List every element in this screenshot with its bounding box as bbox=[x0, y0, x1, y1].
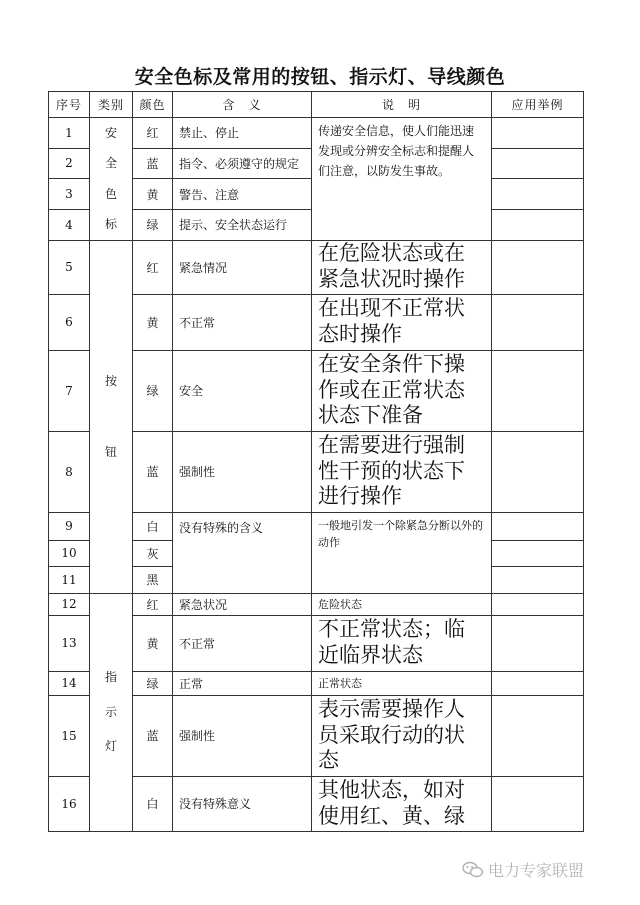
row-meaning: 没有特殊意义 bbox=[173, 776, 312, 831]
header-row bbox=[49, 92, 584, 118]
row-meaning: 不正常 bbox=[173, 294, 312, 350]
row-example bbox=[492, 294, 584, 350]
row-description: 危险状态 bbox=[312, 593, 492, 615]
row-no: 14 bbox=[49, 671, 90, 695]
row-color: 蓝 bbox=[133, 148, 173, 179]
row-no: 6 bbox=[49, 294, 90, 350]
row-color: 黄 bbox=[133, 615, 173, 671]
row-example bbox=[492, 240, 584, 294]
row-description: 不正常状态；临近临界状态 bbox=[312, 615, 492, 671]
row-color: 黄 bbox=[133, 294, 173, 350]
row-color: 绿 bbox=[133, 209, 173, 240]
row-example bbox=[492, 431, 584, 512]
row-meaning: 警告、注意 bbox=[173, 179, 312, 210]
row-no: 15 bbox=[49, 695, 90, 776]
header-no: 序号 bbox=[49, 92, 90, 118]
row-example bbox=[492, 118, 584, 149]
row-description: 正常状态 bbox=[312, 671, 492, 695]
row-example bbox=[492, 209, 584, 240]
watermark-text: 电力专家联盟 bbox=[488, 861, 585, 880]
row-meaning: 禁止、停止 bbox=[173, 118, 312, 149]
row-no: 2 bbox=[49, 148, 90, 179]
row-meaning: 紧急情况 bbox=[173, 240, 312, 294]
row-color: 蓝 bbox=[133, 431, 173, 512]
wechat-icon bbox=[462, 861, 484, 879]
row-example bbox=[492, 350, 584, 431]
row-description: 其他状态，如对使用红、黄、绿 bbox=[312, 776, 492, 831]
category-button: 按 钮 bbox=[90, 240, 133, 593]
row-example bbox=[492, 695, 584, 776]
row-no: 13 bbox=[49, 615, 90, 671]
row-example bbox=[492, 776, 584, 831]
row-no: 5 bbox=[49, 240, 90, 294]
row-example bbox=[492, 671, 584, 695]
row-meaning: 强制性 bbox=[173, 695, 312, 776]
row-no: 4 bbox=[49, 209, 90, 240]
row-meaning: 紧急状况 bbox=[173, 593, 312, 615]
row-no: 8 bbox=[49, 431, 90, 512]
row-description: 表示需要操作人员采取行动的状态 bbox=[312, 695, 492, 776]
row-example bbox=[492, 615, 584, 671]
row-description: 一般地引发一个除紧急分断以外的动作 bbox=[312, 512, 492, 593]
row-no: 12 bbox=[49, 593, 90, 615]
row-description: 在危险状态或在紧急状况时操作 bbox=[312, 240, 492, 294]
row-example bbox=[492, 566, 584, 593]
row-example bbox=[492, 512, 584, 540]
table-row bbox=[49, 240, 584, 294]
header-description: 说 明 bbox=[312, 92, 492, 118]
row-color: 黑 bbox=[133, 566, 173, 593]
row-color: 红 bbox=[133, 118, 173, 149]
row-example bbox=[492, 593, 584, 615]
color-code-table bbox=[48, 91, 584, 832]
row-description: 在安全条件下操作或在正常状态状态下准备 bbox=[312, 350, 492, 431]
table-row bbox=[49, 118, 584, 149]
row-no: 3 bbox=[49, 179, 90, 210]
row-color: 绿 bbox=[133, 350, 173, 431]
row-color: 白 bbox=[133, 776, 173, 831]
row-no: 9 bbox=[49, 512, 90, 540]
row-meaning: 指令、必须遵守的规定 bbox=[173, 148, 312, 179]
table-row bbox=[49, 593, 584, 615]
row-no: 7 bbox=[49, 350, 90, 431]
row-no: 10 bbox=[49, 540, 90, 566]
row-example bbox=[492, 540, 584, 566]
row-meaning: 没有特殊的含义 bbox=[173, 512, 312, 593]
row-description: 在出现不正常状态时操作 bbox=[312, 294, 492, 350]
row-no: 16 bbox=[49, 776, 90, 831]
row-color: 红 bbox=[133, 593, 173, 615]
document-title: 安全色标及常用的按钮、指示灯、导线颜色 bbox=[134, 66, 506, 88]
row-color: 黄 bbox=[133, 179, 173, 210]
category-indicator-light: 指 示 灯 bbox=[90, 593, 133, 831]
row-example bbox=[492, 179, 584, 210]
header-example: 应用举例 bbox=[492, 92, 584, 118]
category-safety-color: 安 全 色 标 bbox=[90, 118, 133, 241]
row-color: 绿 bbox=[133, 671, 173, 695]
row-meaning: 提示、安全状态运行 bbox=[173, 209, 312, 240]
row-color: 灰 bbox=[133, 540, 173, 566]
row-description: 在需要进行强制性干预的状态下进行操作 bbox=[312, 431, 492, 512]
header-category: 类别 bbox=[90, 92, 133, 118]
row-no: 11 bbox=[49, 566, 90, 593]
row-no: 1 bbox=[49, 118, 90, 149]
row-meaning: 正常 bbox=[173, 671, 312, 695]
row-meaning: 强制性 bbox=[173, 431, 312, 512]
header-meaning: 含 义 bbox=[173, 92, 312, 118]
row-example bbox=[492, 148, 584, 179]
row-color: 红 bbox=[133, 240, 173, 294]
row-color: 蓝 bbox=[133, 695, 173, 776]
row-description: 传递安全信息，使人们能迅速发现或分辨安全标志和提醒人们注意，以防发生事故。 bbox=[312, 118, 492, 241]
row-color: 白 bbox=[133, 512, 173, 540]
watermark bbox=[462, 858, 584, 881]
row-meaning: 不正常 bbox=[173, 615, 312, 671]
header-color: 颜色 bbox=[133, 92, 173, 118]
row-meaning: 安全 bbox=[173, 350, 312, 431]
